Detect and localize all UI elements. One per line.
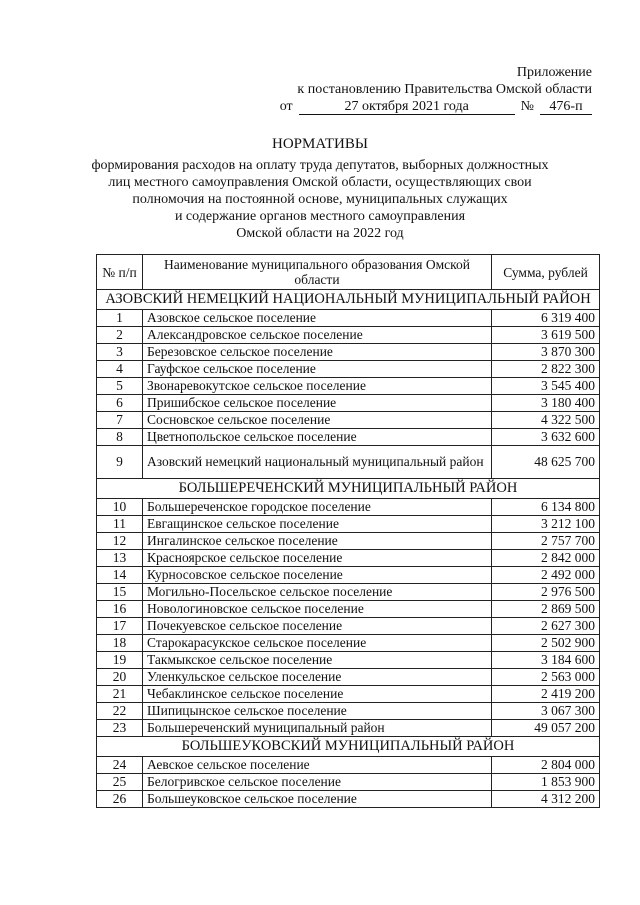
municipality-name: Евгащинское сельское поселение <box>143 516 492 533</box>
table-row <box>97 533 600 550</box>
municipality-name: Белогривское сельское поселение <box>143 774 492 791</box>
subtitle-line: и содержание органов местного самоуправления <box>174 209 466 224</box>
row-number: 15 <box>97 584 143 601</box>
row-sum: 3 632 600 <box>492 429 600 446</box>
row-number: 22 <box>97 703 143 720</box>
row-number: 25 <box>97 774 143 791</box>
municipality-name: Старокарасукское сельское поселение <box>143 635 492 652</box>
subtitle-line: Омской области на 2022 год <box>236 226 404 241</box>
row-sum: 4 322 500 <box>492 412 600 429</box>
column-header-sum: Сумма, рублей <box>492 255 600 290</box>
subtitle-line: формирования расходов на оплату труда депутатов, выборных должностных <box>91 158 549 173</box>
row-number: 26 <box>97 791 143 808</box>
row-number: 19 <box>97 652 143 669</box>
municipality-name: Ингалинское сельское поселение <box>143 533 492 550</box>
row-number: 7 <box>97 412 143 429</box>
row-sum: 4 312 200 <box>492 791 600 808</box>
row-sum: 2 804 000 <box>492 757 600 774</box>
table-row <box>97 344 600 361</box>
title-block <box>0 135 640 242</box>
row-number: 3 <box>97 344 143 361</box>
table-row <box>97 686 600 703</box>
table-row <box>97 446 600 479</box>
municipality-name: Могильно-Посельское сельское поселение <box>143 584 492 601</box>
row-sum: 3 870 300 <box>492 344 600 361</box>
municipality-name: Азовское сельское поселение <box>143 310 492 327</box>
municipality-name: Новологиновское сельское поселение <box>143 601 492 618</box>
municipality-name: Березовское сельское поселение <box>143 344 492 361</box>
table-row <box>97 361 600 378</box>
from-label: от <box>279 99 293 114</box>
document-title: НОРМАТИВЫ <box>272 136 368 152</box>
table-row <box>97 703 600 720</box>
table-row <box>97 516 600 533</box>
row-number: 21 <box>97 686 143 703</box>
row-number: 20 <box>97 669 143 686</box>
row-sum: 2 627 300 <box>492 618 600 635</box>
table-row <box>97 567 600 584</box>
municipality-name: Пришибское сельское поселение <box>143 395 492 412</box>
row-sum: 2 419 200 <box>492 686 600 703</box>
municipality-name: Большеуковское сельское поселение <box>143 791 492 808</box>
table-row <box>97 378 600 395</box>
municipality-name: Уленкульское сельское поселение <box>143 669 492 686</box>
row-sum: 48 625 700 <box>492 446 600 479</box>
row-number: 5 <box>97 378 143 395</box>
row-sum: 6 134 800 <box>492 499 600 516</box>
row-sum: 3 180 400 <box>492 395 600 412</box>
row-number: 23 <box>97 720 143 737</box>
decree-number: 476-п <box>540 98 592 115</box>
subtitle-line: лиц местного самоуправления Омской области, осуществляющих свои <box>108 175 532 190</box>
table-row <box>97 550 600 567</box>
table-row <box>97 327 600 344</box>
table-row <box>97 584 600 601</box>
row-sum: 6 319 400 <box>492 310 600 327</box>
row-sum: 1 853 900 <box>492 774 600 791</box>
table-row <box>97 791 600 808</box>
row-number: 13 <box>97 550 143 567</box>
table-body <box>97 290 600 808</box>
row-number: 12 <box>97 533 143 550</box>
document-header <box>280 64 592 115</box>
table-row <box>97 310 600 327</box>
table-row <box>97 774 600 791</box>
section-header-row <box>97 479 600 499</box>
municipality-name: Аевское сельское поселение <box>143 757 492 774</box>
row-sum: 2 757 700 <box>492 533 600 550</box>
row-number: 8 <box>97 429 143 446</box>
row-sum: 3 619 500 <box>492 327 600 344</box>
municipality-name: Цветнопольское сельское поселение <box>143 429 492 446</box>
row-sum: 2 822 300 <box>492 361 600 378</box>
row-number: 11 <box>97 516 143 533</box>
row-sum: 2 563 000 <box>492 669 600 686</box>
decree-reference: к постановлению Правительства Омской области <box>297 82 592 97</box>
row-number: 17 <box>97 618 143 635</box>
table-row <box>97 429 600 446</box>
row-number: 16 <box>97 601 143 618</box>
municipality-name: Такмыкское сельское поселение <box>143 652 492 669</box>
section-title: АЗОВСКИЙ НЕМЕЦКИЙ НАЦИОНАЛЬНЫЙ МУНИЦИПАЛЬНЫЙ РАЙОН <box>97 290 600 310</box>
municipality-name: Чебаклинское сельское поселение <box>143 686 492 703</box>
municipality-name: Шипицынское сельское поселение <box>143 703 492 720</box>
row-number: 6 <box>97 395 143 412</box>
municipality-name: Сосновское сельское поселение <box>143 412 492 429</box>
municipality-name: Большереченское городское поселение <box>143 499 492 516</box>
row-sum: 2 869 500 <box>492 601 600 618</box>
column-header-name: Наименование муниципального образования Омской области <box>143 255 492 290</box>
row-number: 24 <box>97 757 143 774</box>
row-sum: 3 184 600 <box>492 652 600 669</box>
municipality-name: Красноярское сельское поселение <box>143 550 492 567</box>
row-number: 1 <box>97 310 143 327</box>
subtitle-line: полномочия на постоянной основе, муниципальных служащих <box>132 192 508 207</box>
municipality-name: Курносовское сельское поселение <box>143 567 492 584</box>
municipality-name: Александровское сельское поселение <box>143 327 492 344</box>
table-row <box>97 635 600 652</box>
municipality-name: Звонаревокутское сельское поселение <box>143 378 492 395</box>
section-title: БОЛЬШЕРЕЧЕНСКИЙ МУНИЦИПАЛЬНЫЙ РАЙОН <box>97 479 600 499</box>
row-sum: 3 067 300 <box>492 703 600 720</box>
table-row <box>97 757 600 774</box>
table-row <box>97 499 600 516</box>
table-row <box>97 652 600 669</box>
row-sum: 2 502 900 <box>492 635 600 652</box>
row-number: 14 <box>97 567 143 584</box>
row-sum: 2 492 000 <box>492 567 600 584</box>
section-header-row <box>97 737 600 757</box>
table-row <box>97 669 600 686</box>
row-sum: 3 545 400 <box>492 378 600 395</box>
row-number: 4 <box>97 361 143 378</box>
table-row <box>97 720 600 737</box>
table-row <box>97 618 600 635</box>
row-sum: 49 057 200 <box>492 720 600 737</box>
norms-table <box>96 254 600 808</box>
row-sum: 2 842 000 <box>492 550 600 567</box>
table-row <box>97 412 600 429</box>
appendix-label: Приложение <box>516 65 592 80</box>
decree-date: 27 октября 2021 года <box>299 98 515 115</box>
column-header-number: № п/п <box>97 255 143 290</box>
row-number: 2 <box>97 327 143 344</box>
section-header-row <box>97 290 600 310</box>
municipality-name: Почекуевское сельское поселение <box>143 618 492 635</box>
table-row <box>97 395 600 412</box>
municipality-name: Большереченский муниципальный район <box>143 720 492 737</box>
row-number: 9 <box>97 446 143 479</box>
row-number: 10 <box>97 499 143 516</box>
row-sum: 3 212 100 <box>492 516 600 533</box>
section-title: БОЛЬШЕУКОВСКИЙ МУНИЦИПАЛЬНЫЙ РАЙОН <box>97 737 600 757</box>
number-label: № <box>520 99 534 114</box>
table-header-row <box>97 255 600 290</box>
municipality-name: Азовский немецкий национальный муниципальный район <box>143 446 492 479</box>
table-row <box>97 601 600 618</box>
decree-date-line <box>280 98 592 115</box>
row-number: 18 <box>97 635 143 652</box>
municipality-name: Гауфское сельское поселение <box>143 361 492 378</box>
row-sum: 2 976 500 <box>492 584 600 601</box>
